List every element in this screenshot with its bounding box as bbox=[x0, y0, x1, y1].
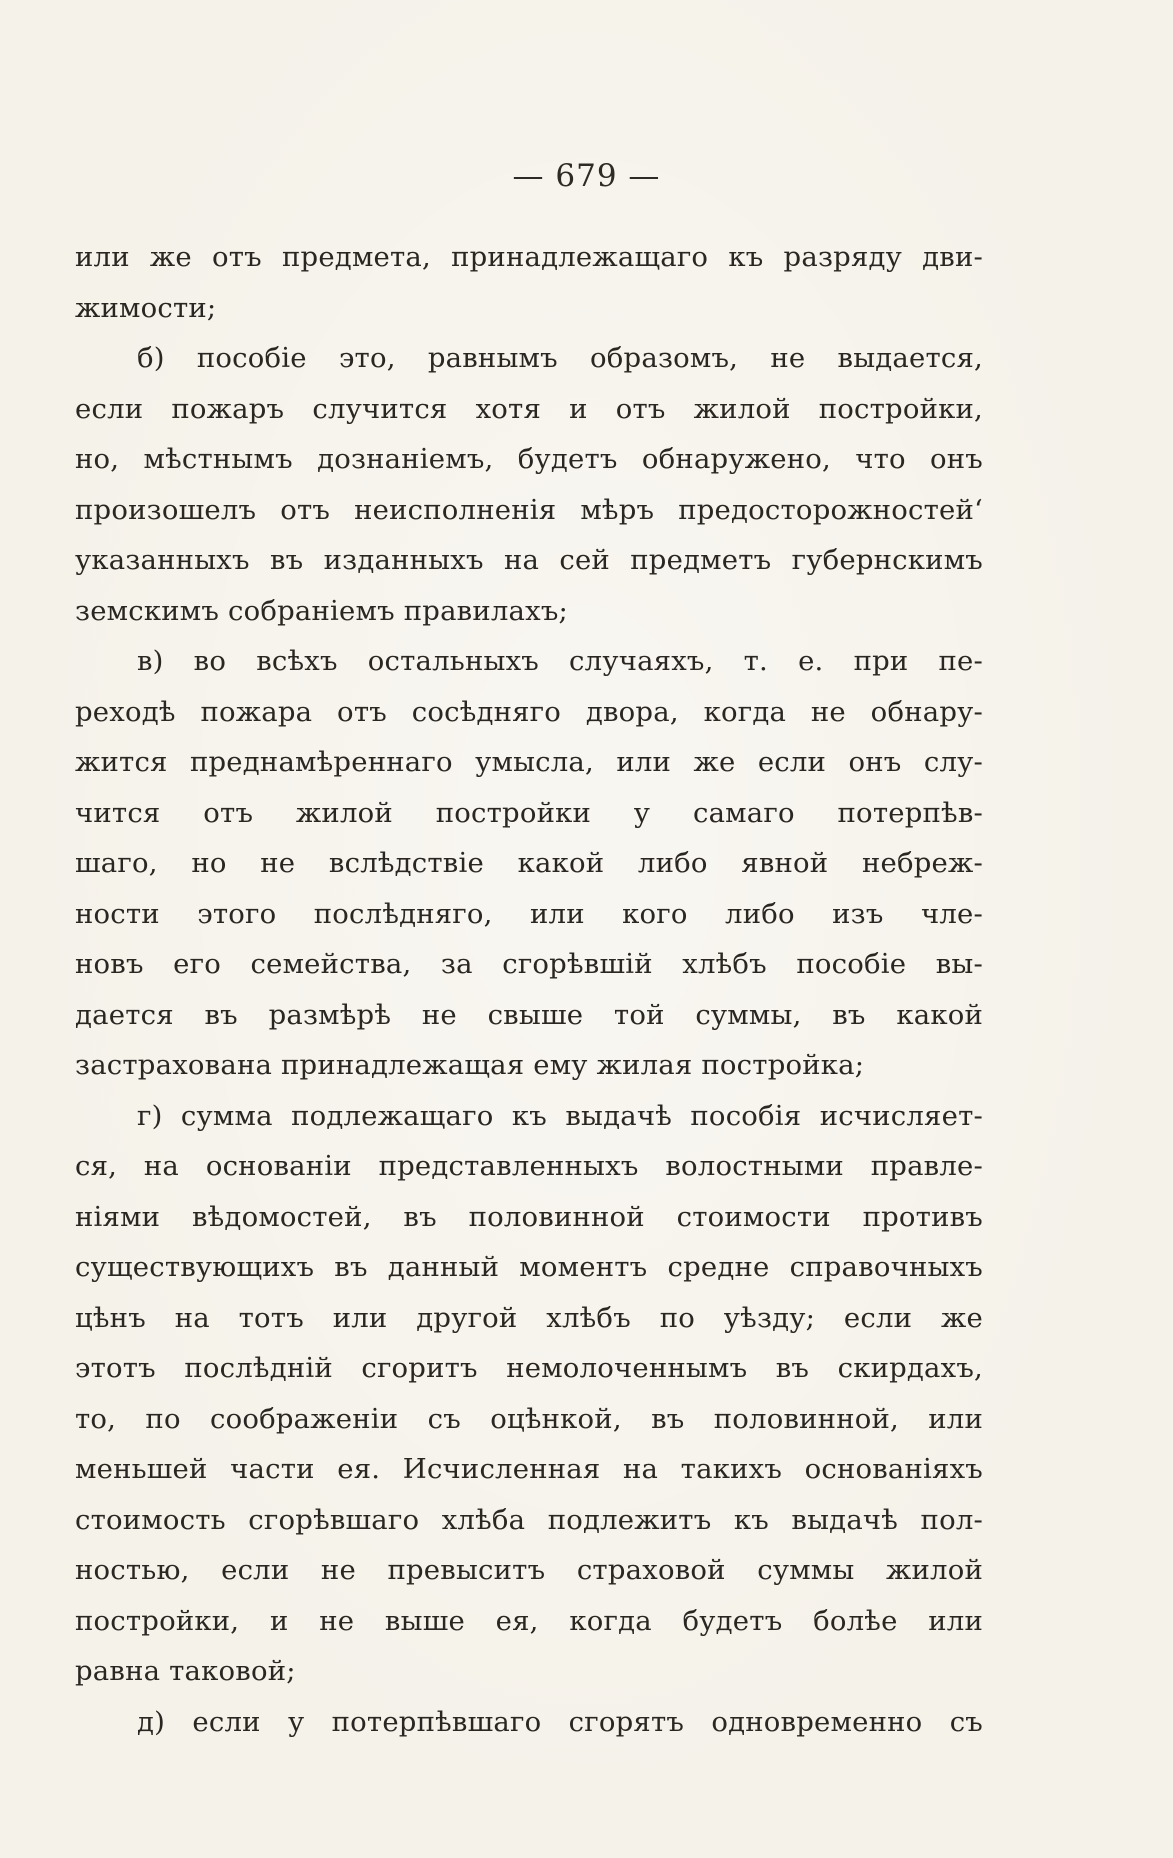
text-line: новъ его семейства, за сгорѣвшій хлѣбъ пособіе вы- bbox=[75, 948, 983, 980]
text-line: ности этого послѣдняго, или кого либо изъ чле- bbox=[75, 897, 983, 930]
text-line: постройки, и не выше ея, когда будетъ болѣе или bbox=[75, 1604, 983, 1637]
text-line: ностью, если не превыситъ страховой суммы жилой bbox=[75, 1554, 983, 1586]
text-line: или же отъ предмета, принадлежащаго къ разряду дви- bbox=[75, 241, 983, 273]
text-line: реходѣ пожара отъ сосѣдняго двора, когда не обнару- bbox=[75, 695, 983, 728]
text-line: г) сумма подлежащаго къ выдачѣ пособія исчисляет- bbox=[137, 1099, 983, 1132]
text-line: жится преднамѣреннаго умысла, или же если онъ слу- bbox=[75, 746, 983, 778]
text-line: но, мѣстнымъ дознаніемъ, будетъ обнаружено, что онъ bbox=[75, 443, 983, 475]
text-line: произошелъ отъ неисполненія мѣръ предосторожностей‘ bbox=[75, 493, 983, 526]
text-line: ся, на основаніи представленныхъ волостными правле- bbox=[75, 1150, 983, 1182]
text-line: если пожаръ случится хотя и отъ жилой постройки, bbox=[75, 392, 983, 425]
text-line: равна таковой; bbox=[75, 1655, 296, 1687]
text-line: шаго, но не вслѣдствіе какой либо явной небреж- bbox=[75, 847, 983, 879]
text-line: ніями вѣдомостей, въ половинной стоимости противъ bbox=[75, 1200, 983, 1233]
text-line: застрахована принадлежащая ему жилая постройка; bbox=[75, 1049, 865, 1081]
text-line: жимости; bbox=[75, 291, 217, 324]
text-line: дается въ размѣрѣ не свыше той суммы, въ какой bbox=[75, 998, 983, 1031]
text-line: меньшей части ея. Исчисленная на такихъ основаніяхъ bbox=[75, 1453, 983, 1485]
text-line: указанныхъ въ изданныхъ на сей предметъ губернскимъ bbox=[75, 544, 983, 576]
text-line: в) во всѣхъ остальныхъ случаяхъ, т. е. при пе- bbox=[137, 645, 983, 677]
page-number: — 679 — bbox=[512, 158, 661, 194]
text-line: цѣнъ на тотъ или другой хлѣбъ по уѣзду; если же bbox=[75, 1301, 983, 1334]
text-line: земскимъ собраніемъ правилахъ; bbox=[75, 594, 569, 627]
text-line: этотъ послѣдній сгоритъ немолоченнымъ въ скирдахъ, bbox=[75, 1352, 983, 1384]
text-line: чится отъ жилой постройки у самаго потерпѣв- bbox=[75, 796, 983, 829]
text-line: стоимость сгорѣвшаго хлѣба подлежитъ къ выдачѣ пол- bbox=[75, 1503, 983, 1536]
text-line: б) пособіе это, равнымъ образомъ, не выдается, bbox=[137, 342, 983, 374]
text-line: то, по соображеніи съ оцѣнкой, въ половинной, или bbox=[75, 1402, 983, 1435]
text-line: д) если у потерпѣвшаго сгорятъ одновременно съ bbox=[137, 1705, 983, 1738]
body-text bbox=[75, 232, 983, 1747]
text-line: существующихъ въ данный моментъ средне справочныхъ bbox=[75, 1251, 983, 1283]
